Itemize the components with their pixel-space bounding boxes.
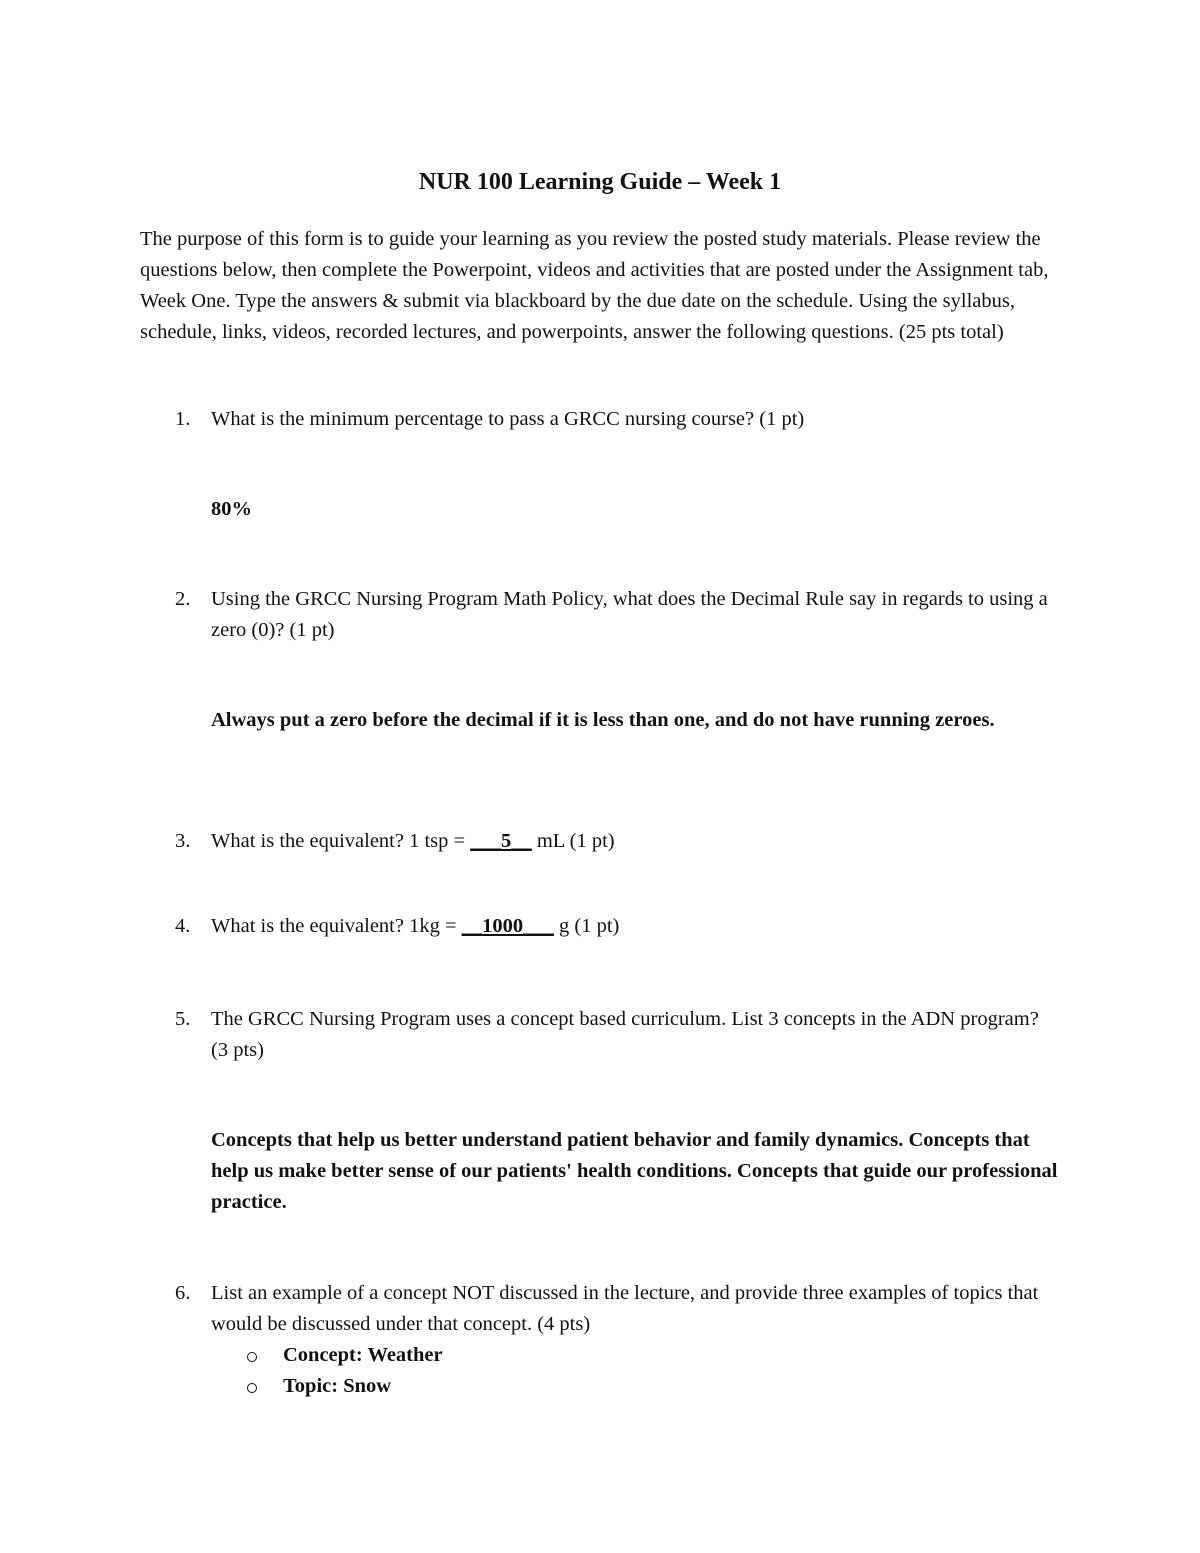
- question-text: Using the GRCC Nursing Program Math Policy, what does the Decimal Rule say in regards to using a zero (0)? (1 pt): [211, 588, 1048, 641]
- question-number: 5.: [175, 1008, 191, 1030]
- question-5: [140, 1004, 1060, 1066]
- hollow-circle-bullet-icon: [247, 1383, 257, 1393]
- intro-paragraph: The purpose of this form is to guide your learning as you review the posted study materials. Please review the questions below, then complete the Powerpoint, videos and activities that are posted under the Assignment tab, Week One. Type the answers & submit via blackboard by the due date on the schedule. Using the syllabus, schedule, links, videos, recorded lectures, and powerpoints, answer the following questions. (25 pts total): [140, 228, 1049, 343]
- document-title: NUR 100 Learning Guide – Week 1: [418, 169, 782, 195]
- list-item-text: Concept: Weather: [283, 1344, 443, 1366]
- question-1: [140, 404, 1060, 435]
- question-number: 1.: [175, 408, 191, 430]
- question-prefix: What is the equivalent? 1kg =: [211, 915, 462, 937]
- question-number: 6.: [175, 1282, 191, 1304]
- question-4: [140, 911, 1060, 942]
- question-text: List an example of a concept NOT discussed in the lecture, and provide three examples of topics that would be discussed under that concept. (4 pts): [211, 1282, 1039, 1335]
- question-text: [211, 826, 1060, 857]
- fill-blank: __1000___: [461, 915, 554, 937]
- list-item-text: Topic: Snow: [283, 1375, 392, 1397]
- answer-5: Concepts that help us better understand patient behavior and family dynamics. Concepts that help us make better sense of our patients' health conditions. Concepts that guide our professional practice.: [211, 1129, 1058, 1213]
- answer-1: 80%: [211, 498, 252, 520]
- question-number: 4.: [175, 915, 191, 937]
- question-suffix: mL (1 pt): [531, 830, 615, 852]
- list-item: [245, 1371, 443, 1402]
- answer-2: Always put a zero before the decimal if it is less than one, and do not have running zeroes.: [211, 709, 995, 731]
- list-item: [245, 1340, 443, 1371]
- fill-blank: ___5__: [470, 830, 532, 852]
- question-2: [140, 584, 1060, 646]
- question-number: 3.: [175, 830, 191, 852]
- question-6: [140, 1278, 1060, 1340]
- hollow-circle-bullet-icon: [247, 1352, 257, 1362]
- question-text: The GRCC Nursing Program uses a concept based curriculum. List 3 concepts in the ADN program? (3 pts): [211, 1008, 1039, 1061]
- question-3: [140, 826, 1060, 857]
- fill-answer: 5: [500, 830, 512, 852]
- question-prefix: What is the equivalent? 1 tsp =: [211, 830, 471, 852]
- question-text: [211, 911, 1060, 942]
- question-suffix: g (1 pt): [553, 915, 620, 937]
- question-text: What is the minimum percentage to pass a GRCC nursing course? (1 pt): [211, 408, 805, 430]
- fill-answer: 1000: [482, 915, 524, 937]
- question-number: 2.: [175, 588, 191, 610]
- answer-6-list: [245, 1340, 443, 1402]
